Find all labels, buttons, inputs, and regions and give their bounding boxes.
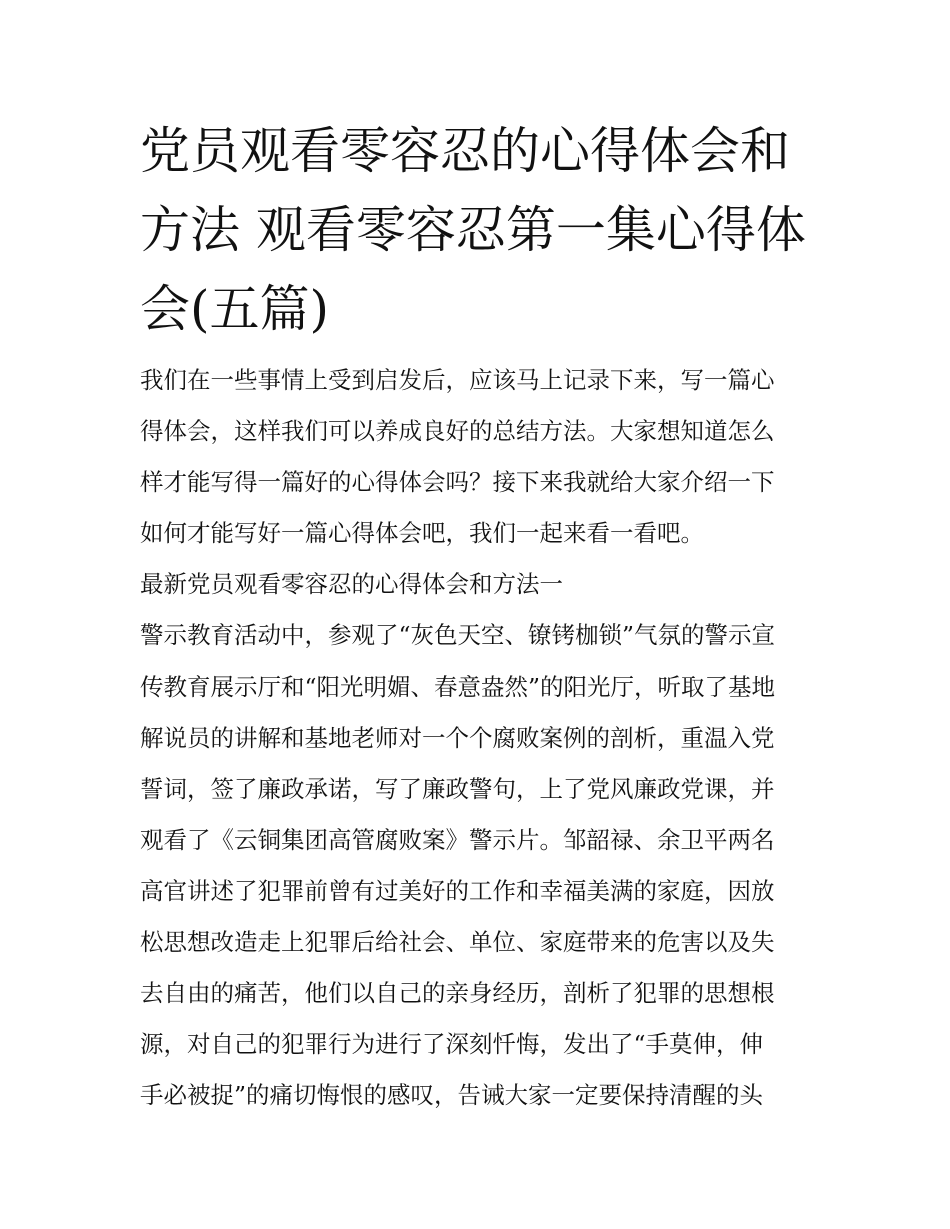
intro-line: 得体会，这样我们可以养成良好的总结方法。大家想知道怎么 [140, 417, 775, 446]
intro-line: 如何才能写好一篇心得体会吧，我们一起来看一看吧。 [140, 519, 704, 548]
paragraph-line: 高官讲述了犯罪前曾有过美好的工作和幸福美满的家庭，因放 [140, 876, 775, 905]
document-body [140, 355, 830, 1121]
paragraph-line: 传教育展示厅和“阳光明媚、春意盎然”的阳光厅，听取了基地 [140, 672, 776, 701]
section-heading: 最新党员观看零容忍的心得体会和方法一 [140, 570, 563, 599]
paragraph-line: 解说员的讲解和基地老师对一个个腐败案例的剖析，重温入党 [140, 723, 775, 752]
title-line: 党员观看零容忍的心得体会和 [140, 122, 790, 180]
intro-line: 我们在一些事情上受到启发后，应该马上记录下来，写一篇心 [140, 366, 775, 394]
paragraph-line: 观看了《云铜集团高管腐败案》警示片。邹韶禄、余卫平两名 [140, 825, 775, 854]
intro-line: 样才能写得一篇好的心得体会吗？接下来我就给大家介绍一下 [140, 468, 775, 497]
paragraph-line: 源，对自己的犯罪行为进行了深刻忏悔，发出了“手莫伸，伸 [140, 1030, 764, 1059]
paragraph-line: 手必被捉”的痛切悔恨的感叹，告诫大家一定要保持清醒的头 [140, 1081, 764, 1110]
paragraph-line: 去自由的痛苦，他们以自己的亲身经历，剖析了犯罪的思想根 [140, 979, 775, 1008]
paragraph-line: 誓词，签了廉政承诺，写了廉政警句，上了党风廉政党课，并 [140, 774, 775, 803]
title-line: 会(五篇) [140, 280, 330, 338]
paragraph-line: 警示教育活动中，参观了“灰色天空、镣铐枷锁”气氛的警示宣 [140, 621, 776, 650]
document-title [140, 112, 830, 349]
title-line: 方法 观看零容忍第一集心得体 [140, 201, 806, 259]
paragraph-line: 松思想改造走上犯罪后给社会、单位、家庭带来的危害以及失 [140, 928, 775, 957]
